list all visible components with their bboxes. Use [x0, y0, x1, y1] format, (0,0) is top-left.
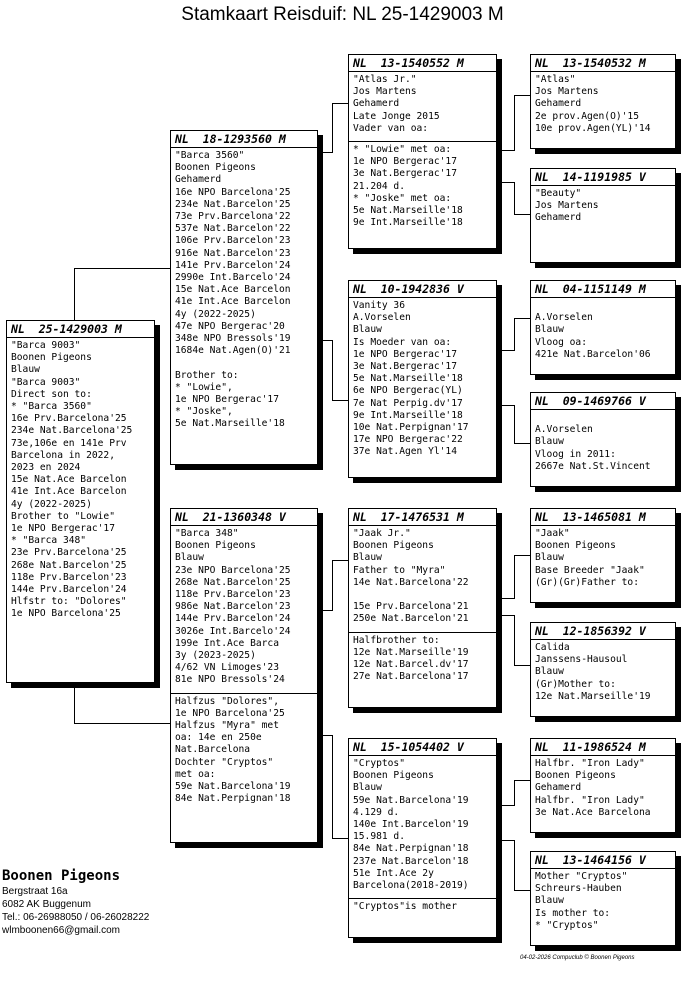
card-line: 47e NPO Bergerac'20 [175, 320, 285, 332]
card-line: Schreurs-Hauben [535, 883, 622, 895]
card-line: 5e Nat.Marseille'18 [175, 418, 285, 430]
card-line: 16e NPO Barcelona'25 [175, 186, 291, 198]
card-line: A.Vorselen [535, 424, 593, 436]
card-line: 12e Nat.Marseille'19 [353, 646, 469, 658]
connector-line [514, 214, 530, 215]
ring-number: NL 13-1465081 M [535, 510, 646, 524]
card-line: 199e Int.Ace Barca [175, 637, 279, 649]
card-line: 106e Prv.Barcelon'23 [175, 235, 291, 247]
card-line: "Atlas Jr." [353, 74, 417, 85]
card-line: 84e Nat.Perpignan'18 [175, 793, 291, 805]
card-line: 1e NPO Barcelona'25 [11, 608, 121, 620]
ring-number: NL 10-1942836 V [353, 282, 464, 296]
card-line: "Barca 9003" [11, 340, 81, 351]
card-line: 3e Nat.Ace Barcelona [535, 806, 651, 818]
ss-dam-card [530, 168, 676, 263]
card-line: 2990e Int.Barcelo'24 [175, 272, 291, 284]
card-text [531, 640, 675, 703]
card-line: 81e NPO Bressols'24 [175, 674, 285, 686]
card-text-extra [349, 899, 496, 913]
owner-phone: Tel.: 06-26988050 / 06-26028222 [2, 912, 150, 923]
connector-line [497, 150, 515, 151]
card-line: 14e Nat.Barcelona'22 [353, 576, 469, 588]
connector-line [514, 318, 515, 350]
card-line: Janssens-Hausoul [535, 654, 628, 666]
card-line: 4y (2022-2025) [11, 498, 92, 510]
connector-line [332, 103, 348, 104]
card-line: 1e NPO Bergerac'17 [353, 156, 457, 168]
card-line: Boonen Pigeons [175, 162, 256, 174]
card-line: Gehamerd [353, 98, 400, 110]
card-line: 7e Nat Perpig.dv'17 [353, 397, 463, 409]
connector-line [74, 268, 75, 320]
card-line: Boonen Pigeons [11, 352, 92, 364]
ring-number: NL 04-1151149 M [535, 282, 646, 296]
ring-number: NL 21-1360348 V [175, 510, 286, 524]
card-line: 12e Nat.Marseille'19 [535, 690, 651, 702]
card-line: Nat.Barcelona [175, 744, 251, 756]
ring-number: NL 13-1540552 M [353, 56, 464, 70]
card-text [531, 410, 675, 473]
card-line: 73e,106e en 141e Prv [11, 437, 127, 449]
connector-line [497, 182, 515, 183]
card-line: * "Lowie" met oa: [353, 144, 452, 156]
connector-line [74, 683, 75, 723]
sd-sire-card [530, 280, 676, 375]
card-line: "Barca 3560" [175, 150, 245, 161]
card-line: Vader van oa: [353, 122, 429, 134]
card-line: 1e NPO Bergerac'17 [353, 348, 457, 360]
card-line: Blauw [353, 324, 382, 336]
ring-number: NL 18-1293560 M [175, 132, 286, 146]
card-line: 237e Nat.Barcelon'18 [353, 855, 469, 867]
card-line: 1684e Nat.Agen(O)'21 [175, 345, 291, 357]
sire-card [170, 130, 318, 465]
card-line: "Barca 348" [175, 528, 239, 539]
card-line: Boonen Pigeons [353, 540, 434, 552]
connector-line [497, 598, 515, 599]
card-line: A.Vorselen [353, 312, 411, 324]
card-line: Jos Martens [535, 200, 599, 212]
card-line: Halfzus "Myra" met [175, 720, 279, 732]
card-line: Gehamerd [175, 174, 222, 186]
card-line: Boonen Pigeons [175, 540, 256, 552]
connector-line [332, 340, 333, 400]
card-line: 16e Prv.Barcelona'25 [11, 413, 127, 425]
card-line: Barcelona(2018-2019) [353, 880, 469, 892]
ring-number: NL 15-1054402 V [353, 740, 464, 754]
card-line: 144e Prv.Barcelon'24 [11, 584, 127, 596]
card-line: Halfzus "Dolores", [175, 695, 279, 707]
card-line: oa: 14e en 250e [175, 732, 262, 744]
connector-line [497, 805, 515, 806]
card-line: A.Vorselen [535, 312, 593, 324]
dd-dam-card [530, 851, 676, 946]
card-line: 5e Nat.Marseille'18 [353, 373, 463, 385]
card-line: 15e Nat.Ace Barcelon [11, 474, 127, 486]
owner-info [2, 868, 149, 937]
connector-line [514, 95, 515, 150]
card-line: 10e prov.Agen(YL)'14 [535, 122, 651, 134]
card-line: 15.981 d. [353, 831, 405, 843]
connector-line [332, 400, 348, 401]
connector-line [514, 182, 515, 214]
connector-line [332, 838, 348, 839]
connector-line [497, 405, 515, 406]
ring-number: NL 17-1476531 M [353, 510, 464, 524]
card-text [171, 526, 317, 687]
card-line: "Jaak" [535, 528, 570, 539]
card-line: Gehamerd [535, 782, 582, 794]
card-line: Direct son to: [11, 388, 92, 400]
card-line: 21.204 d. [353, 180, 405, 192]
card-line: "Cryptos"is mother [353, 901, 457, 913]
card-line: 140e Int.Barcelon'19 [353, 819, 469, 831]
connector-line [514, 780, 530, 781]
card-line: Blauw [535, 324, 564, 336]
card-text [171, 148, 317, 431]
card-line: Dochter "Cryptos" [175, 756, 274, 768]
card-text [531, 526, 675, 589]
card-line: Blauw [11, 364, 40, 376]
card-line: 268e Nat.Barcelon'25 [11, 559, 127, 571]
connector-line [514, 443, 530, 444]
card-line: Blauw [535, 552, 564, 564]
ring-number: NL 11-1986524 M [535, 740, 646, 754]
card-line: 59e Nat.Barcelona'19 [353, 794, 469, 806]
connector-line [514, 405, 515, 443]
connector-line [318, 735, 333, 736]
connector-line [514, 555, 530, 556]
ring-number: NL 13-1464156 V [535, 853, 646, 867]
card-line: 4/62 VN Limoges'23 [175, 662, 279, 674]
card-line: 144e Prv.Barcelon'24 [175, 613, 291, 625]
main-pigeon-card [6, 320, 155, 683]
card-line: 15e Nat.Ace Barcelon [175, 284, 291, 296]
ring-number: NL 09-1469766 V [535, 394, 646, 408]
card-line: 41e Int.Ace Barcelon [175, 296, 291, 308]
dd-sire-card [530, 738, 676, 833]
connector-line [497, 615, 515, 616]
card-line: 234e Nat.Barcelona'25 [11, 425, 133, 437]
ring-number: NL 25-1429003 M [11, 322, 122, 336]
connector-line [497, 840, 515, 841]
ring-number: NL 12-1856392 V [535, 624, 646, 638]
sire-sire-card [348, 54, 497, 249]
dam-card [170, 508, 318, 843]
owner-email[interactable]: wlmboonen66@gmail.com [2, 925, 120, 936]
card-line: Gehamerd [535, 212, 582, 224]
card-line: * "Barca 348" [11, 535, 87, 547]
connector-line [514, 95, 530, 96]
card-line: 268e Nat.Barcelon'25 [175, 576, 291, 588]
card-line: Calida [535, 642, 570, 653]
card-line: "Barca 9003" [11, 376, 81, 388]
card-line: Boonen Pigeons [535, 540, 616, 552]
connector-line [514, 780, 515, 805]
card-text [531, 298, 675, 361]
card-line: 6e NPO Bergerac(YL) [353, 385, 463, 397]
card-line: * "Barca 3560" [11, 401, 92, 413]
card-line: 2e prov.Agen(O)'15 [535, 110, 639, 122]
connector-line [514, 665, 530, 666]
dam-dam-card [348, 738, 497, 938]
card-line: Mother "Cryptos" [535, 871, 628, 882]
card-line: Gehamerd [535, 98, 582, 110]
card-line: met oa: [175, 768, 216, 780]
card-line: 51e Int.Ace 2y [353, 867, 434, 879]
card-line: 118e Prv.Barcelon'23 [175, 589, 291, 601]
card-line: 1e NPO Barcelona'25 [175, 707, 285, 719]
card-line: "Jaak Jr." [353, 528, 411, 539]
card-line: Vloog oa: [535, 336, 587, 348]
card-text [349, 756, 496, 892]
connector-line [332, 560, 333, 610]
card-line [535, 300, 675, 312]
card-line: * "Joske" met oa: [353, 192, 452, 204]
card-text [531, 186, 675, 225]
connector-line [318, 340, 333, 341]
owner-postcode: 6082 AK Buggenum [2, 899, 91, 910]
card-line: 916e Nat.Barcelon'23 [175, 247, 291, 259]
card-line: (Gr)(Gr)Father to: [535, 576, 639, 588]
card-line: 23e NPO Barcelona'25 [175, 564, 291, 576]
card-line: Base Breeder "Jaak" [535, 564, 645, 576]
connector-line [514, 890, 530, 891]
card-line: 37e Nat.Agen Yl'14 [353, 446, 457, 458]
connector-line [332, 560, 348, 561]
card-line: Blauw [353, 552, 382, 564]
card-line: 12e Nat.Barcel.dv'17 [353, 659, 469, 671]
card-line [353, 589, 496, 601]
card-line: Halfbr. "Iron Lady" [535, 758, 645, 769]
card-line: 118e Prv.Barcelon'23 [11, 571, 127, 583]
card-line: 73e Prv.Barcelona'22 [175, 211, 291, 223]
card-text [531, 756, 675, 819]
ds-sire-card [530, 508, 676, 603]
card-line: Halfbr. "Iron Lady" [535, 794, 645, 806]
card-line: 986e Nat.Barcelon'23 [175, 601, 291, 613]
card-line: Vanity 36 [353, 300, 405, 311]
card-line: Boonen Pigeons [353, 770, 434, 782]
ss-sire-card [530, 54, 676, 149]
card-line: 23e Prv.Barcelona'25 [11, 547, 127, 559]
card-line: Boonen Pigeons [535, 770, 616, 782]
card-line: 84e Nat.Perpignan'18 [353, 843, 469, 855]
card-text-extra [349, 633, 496, 684]
card-line: Is mother to: [535, 907, 611, 919]
card-line: Late Jonge 2015 [353, 110, 440, 122]
owner-address: Bergstraat 16a [2, 886, 68, 897]
card-line: * "Joske", [175, 406, 233, 418]
card-line: Jos Martens [353, 86, 417, 98]
card-line [535, 412, 675, 424]
card-line: * "Lowie", [175, 381, 233, 393]
card-line: Blauw [175, 552, 204, 564]
card-line: 234e Nat.Barcelon'25 [175, 198, 291, 210]
card-line: Brother to: [175, 369, 239, 381]
card-line: 3e Nat.Bergerac'17 [353, 361, 457, 373]
card-line: Jos Martens [535, 86, 599, 98]
card-line: 17e NPO Bergerac'22 [353, 434, 463, 446]
sd-dam-card [530, 392, 676, 487]
ring-number: NL 14-1191985 V [535, 170, 646, 184]
card-line: Vloog in 2011: [535, 448, 616, 460]
card-text-extra [349, 142, 496, 229]
connector-line [514, 555, 515, 598]
card-line: 2023 en 2024 [11, 462, 81, 474]
card-line: 348e NPO Bressols'19 [175, 333, 291, 345]
card-line: Blauw [535, 436, 564, 448]
card-text [7, 338, 154, 621]
card-line: 5e Nat.Marseille'18 [353, 205, 463, 217]
card-line: 3026e Int.Barcelo'24 [175, 625, 291, 637]
card-line: Father to "Myra" [353, 564, 446, 576]
card-line: "Beauty" [535, 188, 582, 199]
connector-line [318, 152, 333, 153]
card-text-extra [171, 694, 317, 806]
card-line [175, 357, 317, 369]
card-line: 3y (2023-2025) [175, 650, 256, 662]
card-text [531, 869, 675, 932]
card-line: 537e Nat.Barcelon'22 [175, 223, 291, 235]
card-line: "Atlas" [535, 74, 576, 85]
card-line: 421e Nat.Barcelon'06 [535, 348, 651, 360]
page-title: Stamkaart Reisduif: NL 25-1429003 M [181, 4, 504, 25]
card-line: Blauw [353, 782, 382, 794]
card-line: 59e Nat.Barcelona'19 [175, 781, 291, 793]
card-line: "Cryptos" [353, 758, 405, 769]
ring-number: NL 13-1540532 M [535, 56, 646, 70]
connector-line [318, 610, 333, 611]
card-line: Halfbrother to: [353, 634, 440, 646]
ds-dam-card [530, 622, 676, 717]
card-line: Is Moeder van oa: [353, 336, 452, 348]
card-line: Barcelona in 2022, [11, 449, 115, 461]
card-text [349, 298, 496, 459]
connector-line [74, 723, 170, 724]
connector-line [497, 350, 515, 351]
card-line: 141e Prv.Barcelon'24 [175, 259, 291, 271]
connector-line [332, 735, 333, 838]
card-line: 4y (2022-2025) [175, 308, 256, 320]
connector-line [332, 103, 333, 152]
card-line: 10e Nat.Perpignan'17 [353, 422, 469, 434]
connector-line [74, 268, 170, 269]
footer-credit: 04-02-2026 Compuclub © Boonen Pigeons [520, 955, 635, 961]
owner-name: Boonen Pigeons [2, 868, 121, 884]
connector-line [514, 840, 515, 890]
card-line: 1e NPO Bergerac'17 [11, 523, 115, 535]
card-line: 15e Prv.Barcelona'21 [353, 601, 469, 613]
card-line: Blauw [535, 895, 564, 907]
card-line: 4.129 d. [353, 806, 400, 818]
card-line: * "Cryptos" [535, 919, 599, 931]
card-text [349, 526, 496, 626]
card-text [349, 72, 496, 135]
card-line: 3e Nat.Bergerac'17 [353, 168, 457, 180]
card-line: 9e Int.Marseille'18 [353, 217, 463, 229]
card-line: (Gr)Mother to: [535, 678, 616, 690]
card-line: Brother to "Lowie" [11, 510, 115, 522]
connector-line [514, 318, 530, 319]
card-line: 27e Nat.Barcelona'17 [353, 671, 469, 683]
connector-line [514, 615, 515, 665]
card-line: 1e NPO Bergerac'17 [175, 394, 279, 406]
card-line: 2667e Nat.St.Vincent [535, 460, 651, 472]
sire-dam-card [348, 280, 497, 478]
card-line: Blauw [535, 666, 564, 678]
card-line: 9e Int.Marseille'18 [353, 409, 463, 421]
dam-sire-card [348, 508, 497, 708]
card-line: 41e Int.Ace Barcelon [11, 486, 127, 498]
card-line: 250e Nat.Barcelon'21 [353, 613, 469, 625]
card-text [531, 72, 675, 135]
card-line: Hlfstr to: "Dolores" [11, 596, 127, 608]
